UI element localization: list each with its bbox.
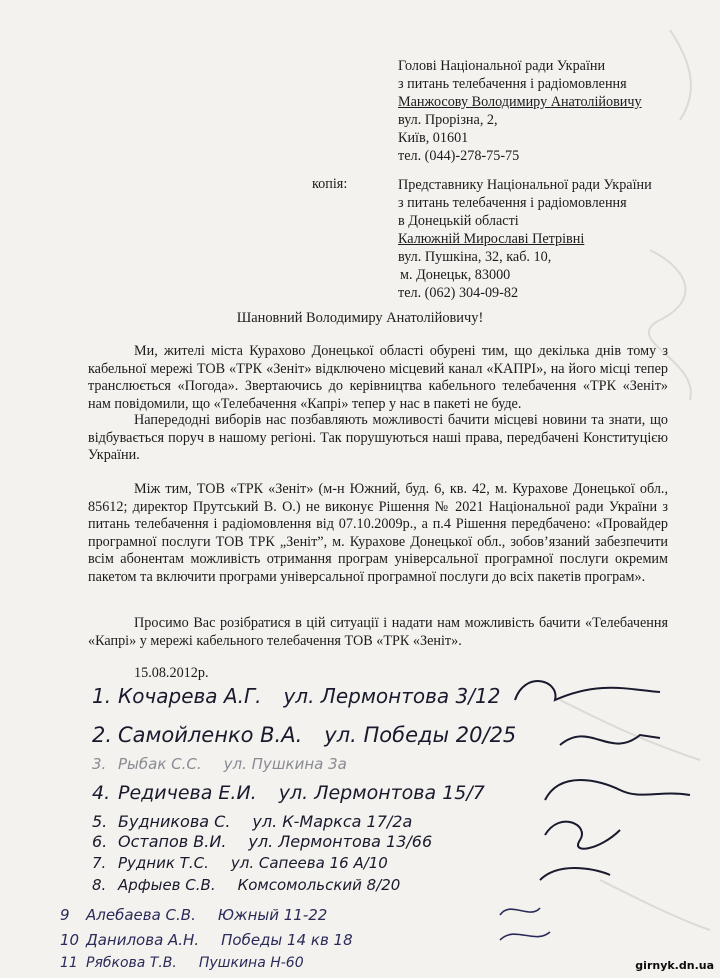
signature-name: Самойленко В.А.	[118, 723, 303, 747]
signature-name: Данилова А.Н.	[86, 931, 200, 949]
signature-name: Арфыев С.В.	[118, 876, 216, 894]
signature-address: Пушкина Н-60	[198, 955, 304, 971]
paragraph-4: Просимо Вас розібратися в цій ситуації і надати нам можливість бачити «Телебачення «Капрі» у мережі кабельного телебачення ТОВ «ТРК «Зеніт».	[88, 615, 668, 649]
copy-line: Представнику Національної ради України	[398, 177, 652, 193]
signature-name: Рыбак С.С.	[118, 755, 202, 773]
signature-number: 2.	[92, 723, 113, 747]
signature-scrawl-6	[545, 822, 620, 849]
paragraph-3: Між тим, ТОВ «ТРК «Зеніт» (м-н Южний, буд. 6, кв. 42, м. Курахове Донецької обл., 85612; директор Прутський В. О.) не виконує Рішення № 2021 Національної ради України з питань телебачення і радіомовлення від 07.10.2009р., а п.4 Рішення передбачено: «Провайдер програмної послуги ТОВ ТРК „Зеніт”, м. Курахове Донецької обл., зобов’язаний забезпечити всім абонентам можливість отримання програм універсальної програмної послуги окремим пакетом та включити програми універсальної програмної послуги до всіх пакетів програм».	[88, 481, 668, 585]
copy-line: м. Донецьк, 83000	[400, 267, 511, 283]
copy-label: копія:	[312, 176, 348, 192]
addressee-line: Голові Національної ради України	[398, 58, 606, 74]
signature-address: ул. К-Маркса 17/2а	[252, 812, 413, 831]
signature-address: ул. Победы 20/25	[324, 723, 517, 747]
paragraph-2: Напередодні виборів нас позбавляють можливості бачити місцеві новини та знати, що відбувається поруч в нашому регіоні. Так порушуються наші права, передбачені Конституцією України.	[88, 412, 668, 464]
paragraph-1: Ми, жителі міста Курахово Донецької області обурені тим, що декілька днів тому з кабельної мережі ТОВ «ТРК «Зеніт» відключено місцевий канал «КАПРІ», на його місці тепер транслюється «Погода». Звертаючись до керівництва кабельного телебачення «ТРК «Зеніт» нам повідомили, що «Телебачення «Капрі» тепер у нас в пакеті не буде.	[88, 343, 668, 412]
copy-line: з питань телебачення і радіомовлення	[398, 195, 627, 211]
source-watermark: girnyk.dn.ua	[635, 959, 714, 972]
signature-address: ул. Лермонтова 15/7	[278, 782, 485, 804]
signature-number: 1.	[92, 684, 112, 708]
copy-line: вул. Пушкіна, 32, каб. 10,	[398, 249, 552, 265]
signature-address: ул. Лермонтова 3/12	[283, 684, 501, 708]
signature-name: Будникова С.	[118, 812, 231, 831]
signature-scrawl-8	[540, 868, 610, 880]
signature-name: Редичева Е.И.	[118, 782, 257, 804]
signature-number: 6.	[92, 832, 108, 851]
letter-date: 15.08.2012р.	[134, 665, 209, 681]
addressee-line: Київ, 01601	[398, 130, 469, 146]
signature-address: ул. Сапеева 16 А/10	[230, 854, 388, 872]
signature-scrawl-2	[560, 735, 660, 745]
signature-scrawl-1	[515, 681, 660, 700]
signature-number: 8.	[92, 876, 107, 894]
addressee-line: вул. Прорізна, 2,	[398, 112, 498, 128]
addressee-line: з питань телебачення і радіомовлення	[398, 76, 627, 92]
signature-scrawl-4	[545, 780, 690, 800]
signature-address: ул. Пушкина 3а	[223, 755, 347, 773]
signature-number: 3.	[92, 755, 107, 773]
signature-number: 7.	[92, 854, 107, 872]
signature-address: Комсомольский 8/20	[237, 876, 401, 894]
signature-address: Южный 11-22	[217, 906, 328, 924]
signature-scrawl-10	[500, 932, 550, 940]
signature-number: 9	[60, 906, 70, 924]
signature-scrawl-9	[500, 908, 540, 915]
signature-number: 11	[60, 955, 78, 971]
signature-number: 10	[60, 931, 80, 949]
addressee-line: тел. (044)-278-75-75	[398, 148, 520, 164]
salutation: Шановний Володимиру Анатолійовичу!	[236, 310, 484, 326]
signature-address: ул. Лермонтова 13/66	[248, 832, 433, 851]
signature-address: Победы 14 кв 18	[221, 931, 353, 949]
copy-line: тел. (062) 304-09-82	[398, 285, 519, 301]
signature-name: Рябкова Т.В.	[86, 955, 177, 971]
copy-line: в Донецькій області	[398, 213, 519, 229]
addressee-name: Манжосову Володимиру Анатолійовичу	[398, 94, 642, 110]
signature-name: Кочарева А.Г.	[118, 684, 262, 708]
signature-number: 4.	[92, 782, 111, 804]
signature-name: Рудник Т.С.	[118, 854, 209, 872]
signature-name: Алебаева С.В.	[86, 906, 196, 924]
signature-name: Остапов В.И.	[118, 832, 227, 851]
copy-name: Калюжній Мирославі Петрівні	[398, 231, 585, 247]
signature-number: 5.	[92, 812, 108, 831]
